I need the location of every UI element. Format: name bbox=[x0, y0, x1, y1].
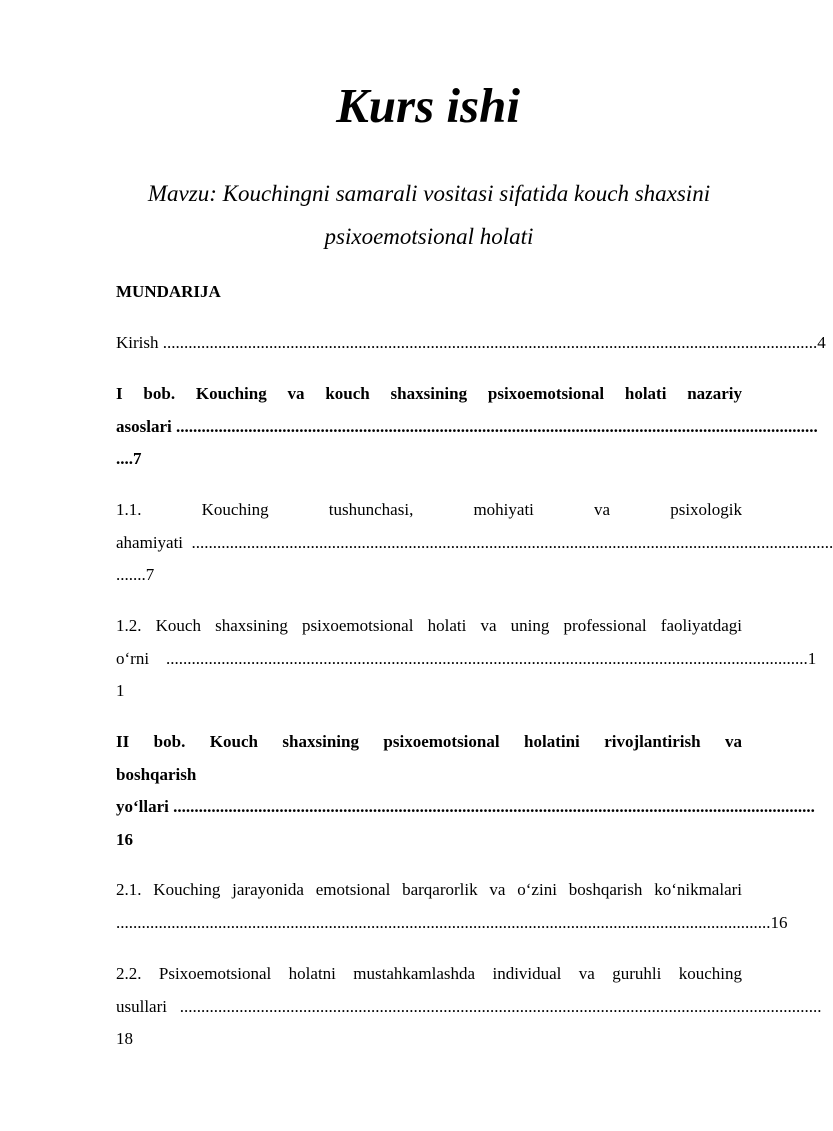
toc-page-number-part: 1 bbox=[116, 681, 125, 700]
toc-entry-line bbox=[116, 378, 742, 411]
toc-entry-line bbox=[116, 991, 822, 1024]
toc-page-number: ....7 bbox=[116, 449, 142, 468]
leader-dots: .......................................................................................................................................................... bbox=[158, 333, 818, 352]
toc-entry-line bbox=[116, 494, 742, 527]
toc-entry-label: 1.2. Kouch shaxsining psixoemotsional holati va uning professional faoliyatdagi bbox=[116, 616, 742, 635]
toc-word: mohiyati bbox=[473, 500, 534, 519]
toc-entry-1-2[interactable] bbox=[116, 610, 817, 708]
subtitle-line-2: psixoemotsional holati bbox=[324, 224, 534, 249]
toc-entry-line bbox=[116, 874, 742, 907]
toc-heading: MUNDARIJA bbox=[116, 282, 221, 301]
toc-entry-1-1[interactable] bbox=[116, 494, 833, 592]
toc-entry-label-cont: asoslari bbox=[116, 416, 172, 436]
leader-dots: ....................................................................................................................................................... bbox=[167, 996, 822, 1016]
toc-entry-label: I bob. Kouching va kouch shaxsining psixoemotsional holati nazariy bbox=[116, 384, 742, 403]
toc-entry-line bbox=[116, 726, 742, 759]
toc-word: psixologik bbox=[670, 500, 742, 519]
toc-entry-label: 2.1. Kouching jarayonida emotsional barqarorlik va o‘zini boshqarish ko‘nikmalari bbox=[116, 880, 742, 899]
toc-word: Kouching bbox=[201, 500, 269, 519]
toc-page-number: .......7 bbox=[116, 565, 155, 584]
toc-entry-label: 2.2. Psixoemotsional holatni mustahkamlashda individual va guruhli kouching bbox=[116, 964, 742, 983]
toc-word: va bbox=[594, 500, 611, 519]
document-subtitle bbox=[116, 172, 742, 258]
toc-entry-label-cont: usullari bbox=[116, 996, 167, 1016]
leader-dots: ....................................................................................................................................................... bbox=[149, 648, 808, 668]
leader-dots: ....................................................................................................................................................... bbox=[183, 532, 833, 552]
toc-entry-line bbox=[116, 907, 788, 940]
toc-entry-line bbox=[116, 327, 826, 360]
toc-entry-label-cont: boshqarish bbox=[116, 764, 197, 784]
toc-word: tushunchasi, bbox=[328, 500, 414, 519]
toc-page-number: 16 bbox=[770, 912, 788, 932]
toc-entry-kirish[interactable] bbox=[116, 327, 826, 360]
toc-entry-2-2[interactable] bbox=[116, 958, 822, 1056]
toc-entry-line bbox=[116, 643, 817, 676]
leader-dots: ....................................................................................................................................................... bbox=[168, 797, 815, 816]
toc-entry-line bbox=[116, 527, 833, 560]
toc-entry-label-cont: ahamiyati bbox=[116, 532, 184, 552]
toc-entry-2-1[interactable] bbox=[116, 874, 788, 939]
toc-word: 1.1. bbox=[116, 500, 142, 519]
toc-entry-line bbox=[116, 411, 818, 444]
toc-page-number: 4 bbox=[817, 333, 826, 352]
toc-page-number-part: 1 bbox=[807, 648, 817, 668]
toc-page-number: 18 bbox=[116, 1029, 133, 1048]
toc-entry-line bbox=[116, 791, 815, 824]
toc-entry-label-cont: o‘rni bbox=[116, 648, 150, 668]
toc-entry-label-cont: yo‘llari bbox=[116, 797, 169, 816]
leader-dots: .......................................................................................................................................................... bbox=[116, 912, 771, 932]
toc-entry-label: II bob. Kouch shaxsining psixoemotsional holatini rivojlantirish va bbox=[116, 732, 742, 751]
leader-dots: ....................................................................................................................................................... bbox=[171, 416, 818, 436]
toc-entry-chapter-2[interactable] bbox=[116, 726, 815, 856]
toc-entry-label: Kirish bbox=[116, 333, 159, 352]
toc-page-number: 16 bbox=[116, 829, 133, 849]
toc-entry-line bbox=[116, 958, 742, 991]
toc-entry-line bbox=[116, 610, 742, 643]
document-title: Kurs ishi bbox=[336, 78, 520, 133]
subtitle-line-1: Mavzu: Kouchingni samarali vositasi sifatida kouch shaxsini bbox=[147, 181, 711, 206]
toc-entry-chapter-1[interactable] bbox=[116, 378, 818, 476]
